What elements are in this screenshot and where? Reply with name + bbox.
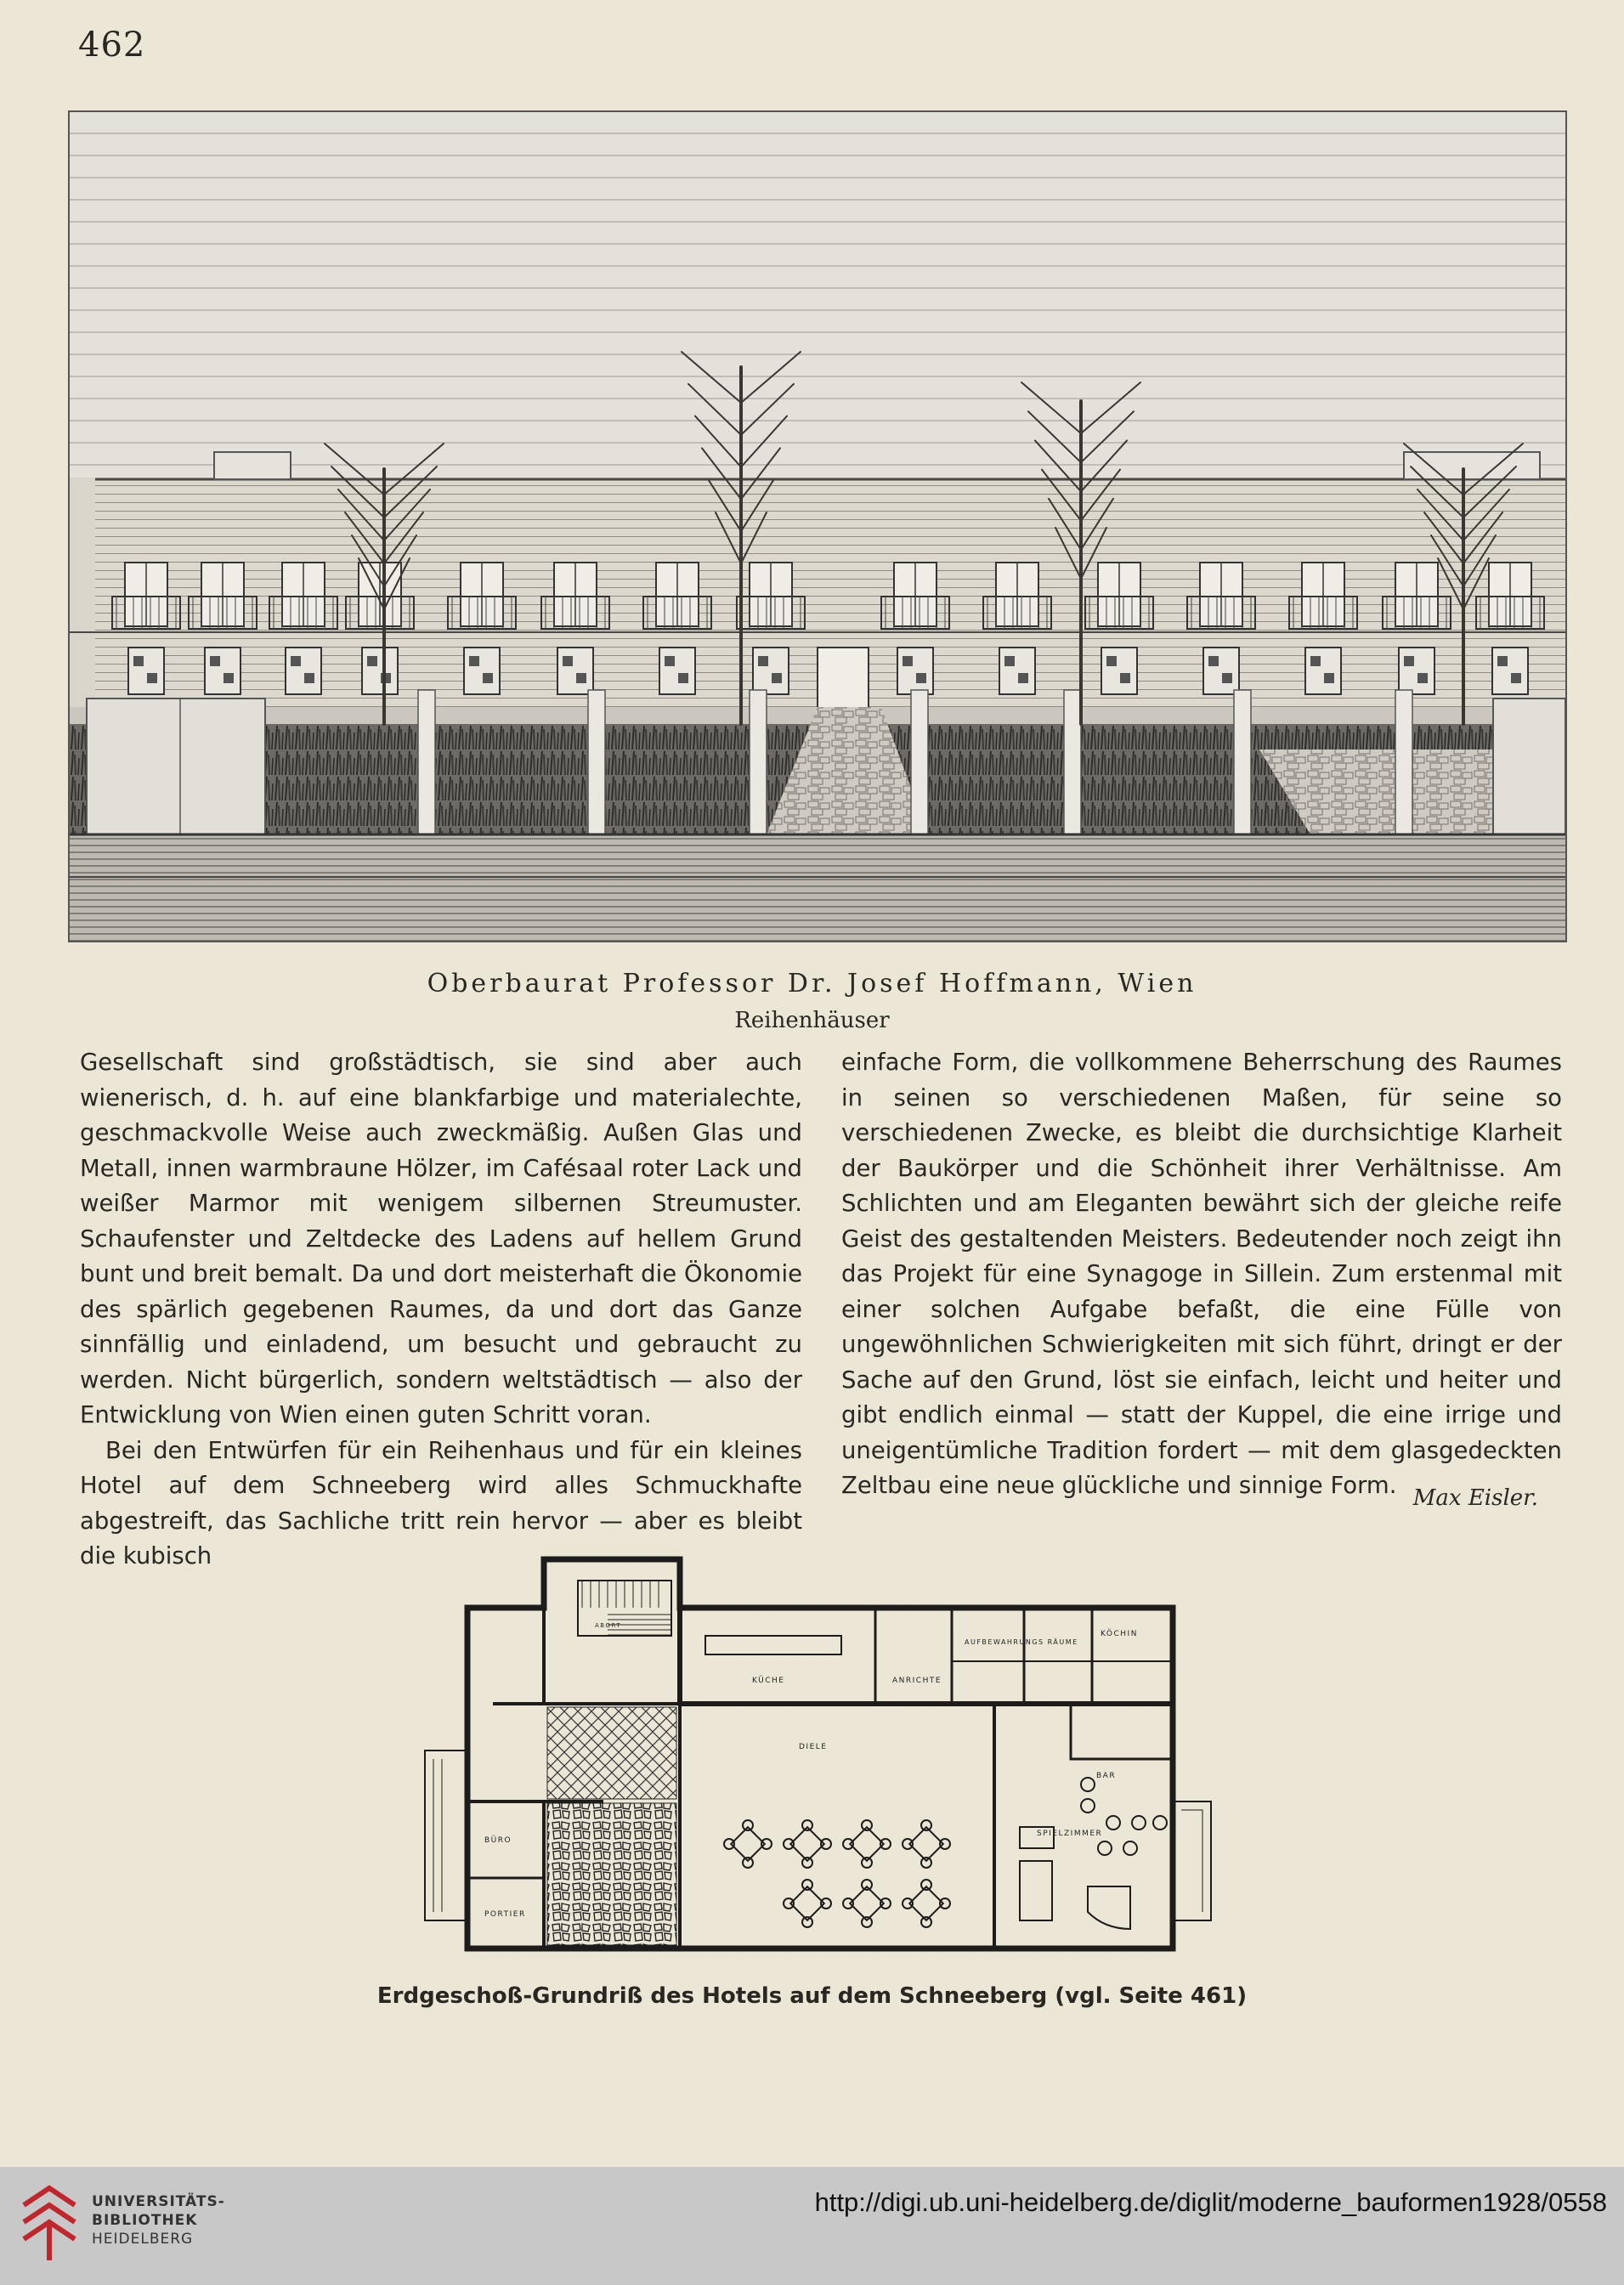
library-name-line: HEIDELBERG xyxy=(92,2231,194,2248)
hotel-floor-plan xyxy=(408,1555,1258,1954)
paragraph: Gesellschaft sind großstädtisch, sie sind aber auch wienerisch, d. h. auf eine blankfarbige und materialechte, geschmackvolle Weise auch zweckmäßig. Außen Glas und Metall, innen warmbraune Hölzer, im Cafésaal roter Lack und weißer Marmor mit wenigem silbernen Streumuster. Schaufenster und Zeltdecke des Ladens auf hellem Grund bunt und breit bemalt. Da und dort meisterhaft die Ökonomie des spärlich gegebenen Raumes, da und dort das Ganze sinnfällig und einladend, um besucht und gebraucht zu werden. Nicht bürgerlich, sondern weltstädtisch — also der Entwicklung von Wien einen guten Schritt voran. xyxy=(80,1049,802,1428)
footer-bar xyxy=(0,2167,1624,2285)
source-url[interactable]: http://digi.ub.uni-heidelberg.de/diglit/moderne_bauformen1928/0558 xyxy=(814,2187,1607,2217)
row-houses-svg xyxy=(70,112,1565,941)
room-label-abort: ABORT xyxy=(595,1622,622,1629)
room-label-diele: DIELE xyxy=(799,1743,828,1751)
library-name xyxy=(92,2192,225,2248)
floor-plan-caption: Erdgeschoß-Grundriß des Hotels auf dem Schneeberg (vgl. Seite 461) xyxy=(376,1983,1248,2009)
author-signature: Max Eisler. xyxy=(1412,1485,1538,1511)
page-number: 462 xyxy=(78,25,146,65)
library-name-line: UNIVERSITÄTS- xyxy=(92,2193,225,2210)
text-column-left xyxy=(80,1045,802,1575)
floor-plan-svg xyxy=(408,1555,1258,1954)
room-label-koechin: KÖCHIN xyxy=(1101,1630,1138,1638)
room-label-bar: BAR xyxy=(1096,1772,1117,1780)
room-label-kueche: KÜCHE xyxy=(752,1677,785,1685)
room-label-spielzimmer: SPIELZIMMER xyxy=(1037,1830,1103,1838)
figure-subtitle: Reihenhäuser xyxy=(734,1008,890,1033)
university-library-logo xyxy=(15,2180,83,2265)
room-label-aufbewahrung: AUFBEWAHRUNGS RÄUME xyxy=(965,1638,1078,1646)
paragraph: Bei den Entwürfen für ein Reihenhaus und für ein kleines Hotel auf dem Schneeberg wird alles Schmuckhafte abgestreift, das Sachliche tritt rein hervor — aber es bleibt die kubisch xyxy=(80,1436,802,1570)
figure-title: Oberbaurat Professor Dr. Josef Hoffmann, Wien xyxy=(427,969,1197,998)
room-label-anrichte: ANRICHTE xyxy=(892,1677,942,1685)
library-name-line: BIBLIOTHEK xyxy=(92,2212,198,2229)
room-label-buero: BÜRO xyxy=(484,1836,512,1845)
paragraph: einfache Form, die vollkommene Beherrschung des Raumes in seinen so verschiedenen Maßen, für seine so verschiedenen Zwecke, es bleibt die durchsichtige Klarheit der Baukörper und die Schönheit ihrer Verhältnisse. Am Schlichten und am Eleganten bewährt sich der gleiche reife Geist des gestaltenden Meisters. Bedeutender noch zeigt ihn das Projekt für eine Synagoge in Sillein. Zum erstenmal mit einer solchen Aufgabe befaßt, die eine Fülle von ungewöhnlichen Schwierigkeiten mit sich führt, dringt er der Sache auf den Grund, löst sie einfach, leicht und heiter und gibt endlich einmal — statt der Kuppel, die eine irrige und uneigentümliche Tradition fordert — mit dem glasgedeckten Zeltbau eine neue glückliche und sinnige Form. xyxy=(841,1049,1562,1499)
row-houses-drawing xyxy=(68,110,1567,942)
text-column-right xyxy=(841,1045,1562,1504)
room-label-portier: PORTIER xyxy=(484,1910,526,1919)
